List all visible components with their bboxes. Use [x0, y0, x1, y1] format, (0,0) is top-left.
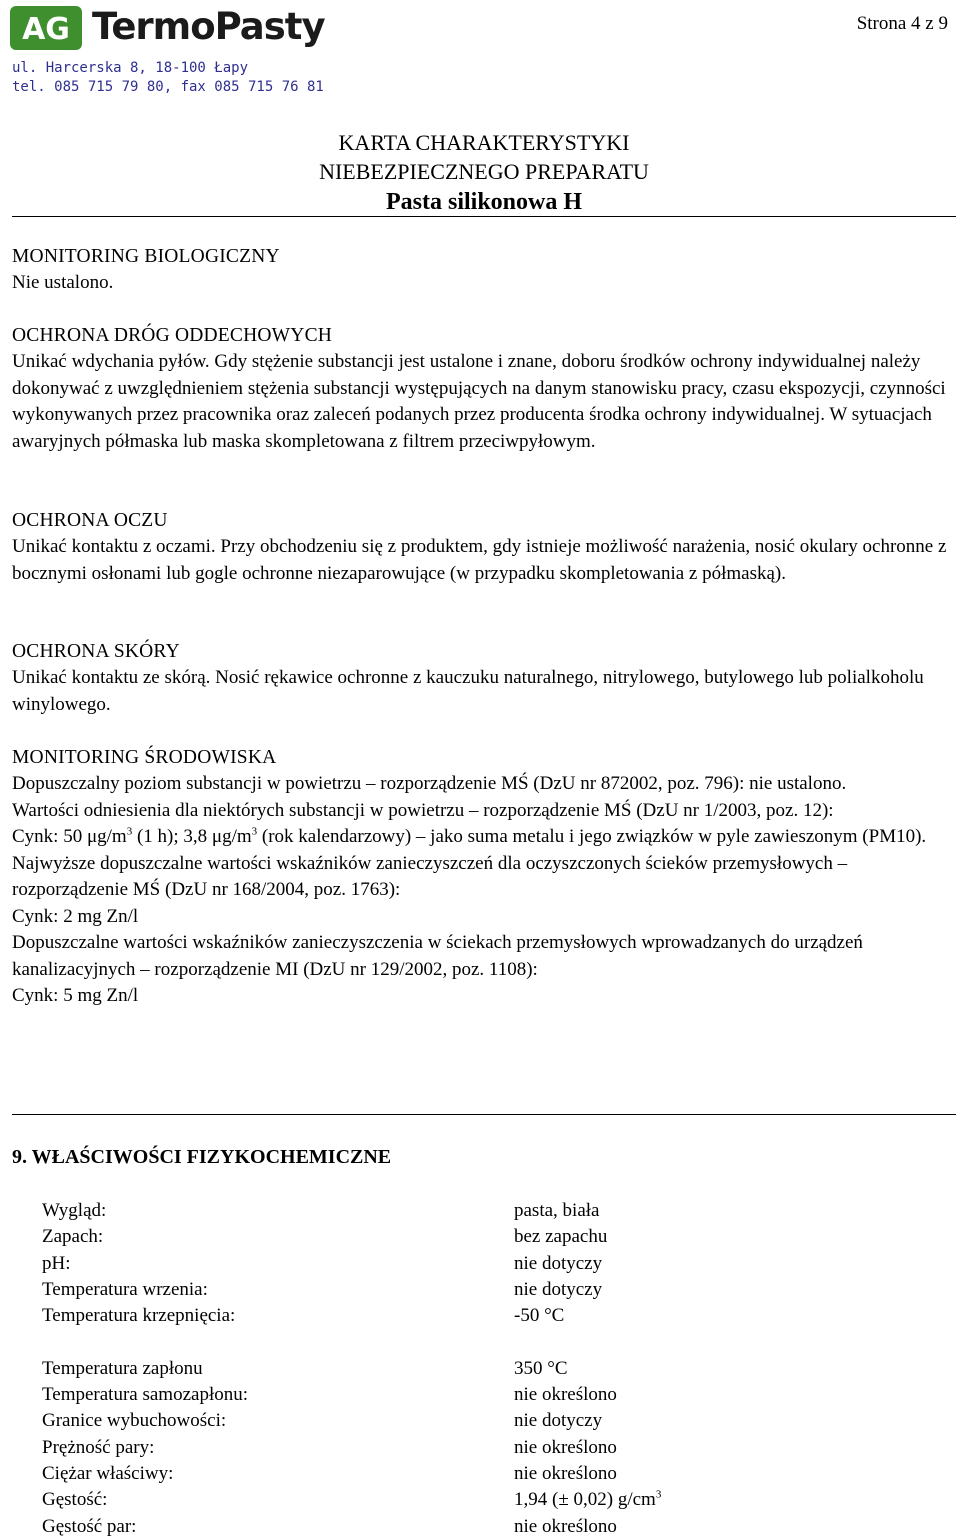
property-value: nie określono	[514, 1463, 617, 1484]
env-paragraph-4: Najwyższe dopuszczalne wartości wskaźników zanieczyszczeń dla oczyszczonych ścieków przemysłowych – rozporządzenie MŚ (DzU nr 168/2004, poz. 1763):	[12, 852, 848, 900]
section-text: Unikać kontaktu z oczami. Przy obchodzeniu się z produktem, gdy istnieje możliwość narażenia, nosić okulary ochronne z bocznymi osłonami lub gogle ochronne niezaparowujące (w przypadku skompletowania z półmaską).	[12, 536, 947, 584]
company-phone: tel. 085 715 79 80, fax 085 715 76 81	[12, 79, 324, 95]
property-label: Granice wybuchowości:	[42, 1410, 227, 1432]
property-label: Prężność pary:	[42, 1436, 155, 1458]
property-row	[42, 1303, 742, 1329]
property-value: nie określono	[514, 1384, 617, 1406]
property-row	[42, 1461, 742, 1487]
document-title-line1: KARTA CHARAKTERYSTYKI	[338, 130, 630, 155]
property-row	[42, 1198, 742, 1224]
property-row	[42, 1277, 742, 1303]
property-value: nie określono	[514, 1515, 617, 1537]
property-label: Ciężar właściwy:	[42, 1463, 174, 1484]
property-label: Zapach:	[42, 1226, 104, 1248]
section-biological-monitoring	[12, 244, 956, 297]
section-skin-protection	[12, 639, 956, 718]
property-row	[42, 1408, 742, 1434]
property-row	[42, 1514, 742, 1540]
property-value: -50 °C	[514, 1305, 565, 1327]
property-label: Temperatura samozapłonu:	[42, 1384, 249, 1406]
section-divider	[12, 1114, 956, 1115]
property-label: Temperatura wrzenia:	[42, 1278, 208, 1300]
header-divider	[12, 216, 956, 217]
env-paragraph-1: Dopuszczalny poziom substancji w powietrzu – rozporządzenie MŚ (DzU nr 872002, poz. 796): nie ustalono.	[12, 773, 847, 794]
property-row	[42, 1356, 742, 1382]
property-value: 350 °C	[514, 1357, 568, 1379]
section-respiratory-protection	[12, 323, 956, 455]
section-text: Nie ustalono.	[12, 272, 114, 293]
property-label: Temperatura krzepnięcia:	[42, 1305, 236, 1327]
property-label: Gęstość par:	[42, 1515, 137, 1537]
property-value: 1,94 (± 0,02) $g/cm^3$	[514, 1488, 662, 1511]
property-label: pH:	[42, 1252, 71, 1274]
env-paragraph-6: Dopuszczalne wartości wskaźników zanieczyszczenia w ściekach przemysłowych wprowadzanych do urządzeń kanalizacyjnych – rozporządzenie MI (DzU nr 129/2002, poz. 1108):	[12, 932, 863, 980]
ag-logo-icon	[10, 6, 82, 50]
product-name: Pasta silikonowa H	[385, 189, 583, 215]
logo-mark-text: AG	[22, 12, 70, 47]
property-row	[42, 1435, 742, 1461]
property-row	[42, 1487, 742, 1513]
property-label: Wygląd:	[42, 1200, 107, 1221]
section-text: Unikać kontaktu ze skórą. Nosić rękawice ochronne z kauczuku naturalnego, nitrylowego, butylowego lub polialkoholu winylowego.	[12, 667, 924, 715]
section-heading: MONITORING BIOLOGICZNY	[12, 246, 280, 267]
property-row	[42, 1224, 742, 1250]
property-value: pasta, biała	[514, 1200, 600, 1221]
company-logo	[10, 4, 325, 50]
company-address: ul. Harcerska 8, 18-100 Łapy	[12, 60, 249, 76]
section-heading-physicochemical: 9. WŁAŚCIWOŚCI FIZYKOCHEMICZNE	[12, 1146, 392, 1168]
section-heading: MONITORING ŚRODOWISKA	[12, 747, 277, 768]
document-title-line2: NIEBEZPIECZNEGO PREPARATU	[319, 159, 649, 184]
property-row	[42, 1251, 742, 1277]
section-heading: OCHRONA SKÓRY	[12, 641, 180, 662]
property-value: bez zapachu	[514, 1226, 608, 1248]
property-value: nie dotyczy	[514, 1252, 603, 1274]
section-heading: OCHRONA OCZU	[12, 510, 168, 531]
logo-wordmark: TermoPasty	[92, 5, 325, 48]
property-label: Gęstość:	[42, 1489, 108, 1511]
page-number: Strona 4 z 9	[856, 13, 948, 34]
section-heading: OCHRONA DRÓG ODDECHOWYCH	[12, 325, 333, 346]
property-label: Temperatura zapłonu	[42, 1357, 203, 1379]
section-environmental-monitoring	[12, 745, 956, 1010]
env-paragraph-7: Cynk: 5 mg Zn/l	[12, 985, 139, 1006]
property-row	[42, 1382, 742, 1408]
env-paragraph-5: Cynk: 2 mg Zn/l	[12, 905, 139, 927]
section-text: Unikać wdychania pyłów. Gdy stężenie substancji jest ustalone i znane, doboru środków ochrony indywidualnej należy dokonywać z uwzględnieniem stężenia substancji występujących na danym stanowisku pracy, czasu ekspozycji, czynności wykonywanych przez pracownika oraz zaleceń podanych przez producenta środka ochrony indywidualnej. W sytuacjach awaryjnych półmaska lub maska skompletowana z filtrem przeciwpyłowym.	[12, 351, 946, 452]
property-value: nie określono	[514, 1436, 617, 1458]
section-eye-protection	[12, 508, 956, 587]
property-value: nie dotyczy	[514, 1410, 603, 1432]
property-value: nie dotyczy	[514, 1278, 603, 1300]
env-paragraph-2: Wartości odniesienia dla niektórych substancji w powietrzu – rozporządzenie MŚ (DzU nr 1/2003, poz. 12):	[12, 799, 834, 821]
env-paragraph-3: Cynk: 50 $\mu g/m^3$ (1 h); 3,8 $\mu g/m^3$ (rok kalendarzowy) – jako suma metalu i jego związków w pyle zawieszonym (PM10).	[12, 825, 927, 847]
